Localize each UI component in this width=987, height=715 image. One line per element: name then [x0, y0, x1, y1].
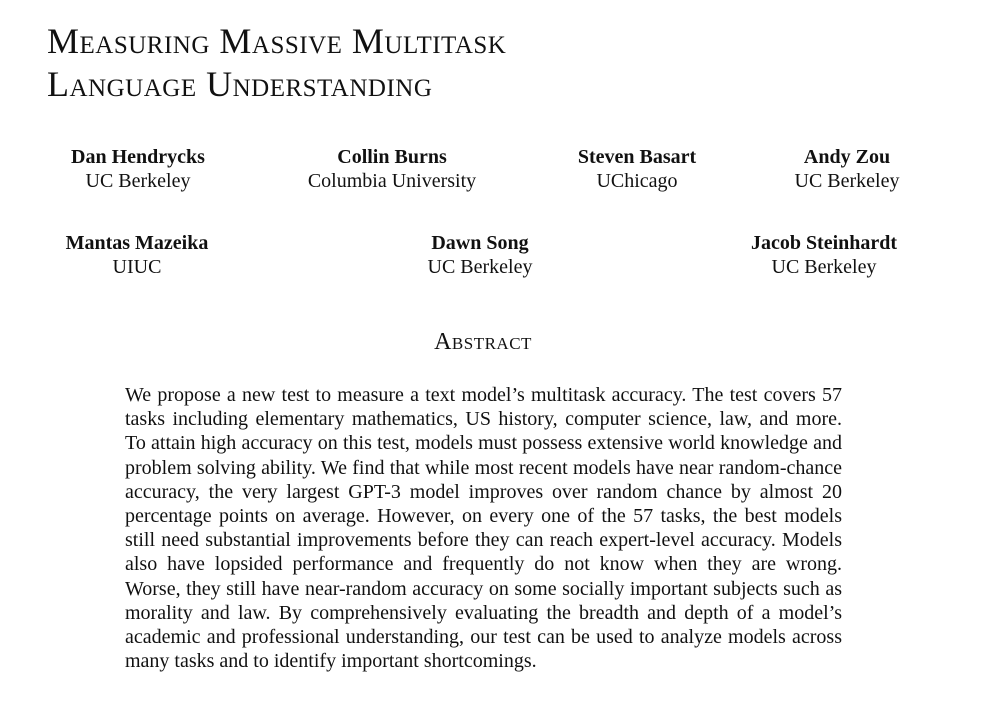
author-affiliation: UC Berkeley	[794, 170, 900, 192]
paper-title-line-1: Measuring Massive Multitask	[47, 21, 507, 61]
author-name: Jacob Steinhardt	[750, 232, 898, 254]
author-name: Dawn Song	[431, 232, 529, 254]
author-block	[724, 231, 924, 279]
author-affiliation: Columbia University	[307, 170, 477, 192]
abstract-text: We propose a new test to measure a text model’s multitask accuracy. The test covers 57 tasks including elementary mathematics, US history, computer science, law, and more. To attain high accuracy on this test, models must possess extensive world knowledge and problem solving ability. We find that while most recent models have near random-chance accuracy, the very largest GPT-3 model improves over random chance by almost 20 percentage points on average. However, on every one of the 57 tasks, the best models still need substantial improvements before they can reach expert-level accuracy. Models also have lopsided performance and frequently do not know when they are wrong. Worse, they still have near-random accuracy on some socially important subjects such as morality and law. By comprehensively evaluating the breadth and depth of a model’s academic and professional understanding, our test can be used to analyze models across many tasks and to identify important shortcomings.	[125, 384, 842, 673]
author-block	[37, 231, 237, 279]
author-name: Dan Hendrycks	[71, 146, 205, 168]
author-affiliation: UIUC	[112, 256, 162, 278]
author-name: Andy Zou	[803, 146, 891, 168]
author-block	[38, 145, 238, 193]
paper-title	[47, 20, 506, 106]
author-name: Collin Burns	[337, 146, 447, 168]
abstract-heading: Abstract	[434, 329, 532, 355]
author-affiliation: UC Berkeley	[427, 256, 533, 278]
author-name: Steven Basart	[577, 146, 697, 168]
author-block	[292, 145, 492, 193]
author-affiliation: UC Berkeley	[85, 170, 191, 192]
author-affiliation: UChicago	[596, 170, 678, 192]
author-block	[380, 231, 580, 279]
author-block	[747, 145, 947, 193]
paper-title-line-2: Language Understanding	[47, 64, 433, 104]
author-block	[537, 145, 737, 193]
author-affiliation: UC Berkeley	[771, 256, 877, 278]
author-name: Mantas Mazeika	[65, 232, 209, 254]
